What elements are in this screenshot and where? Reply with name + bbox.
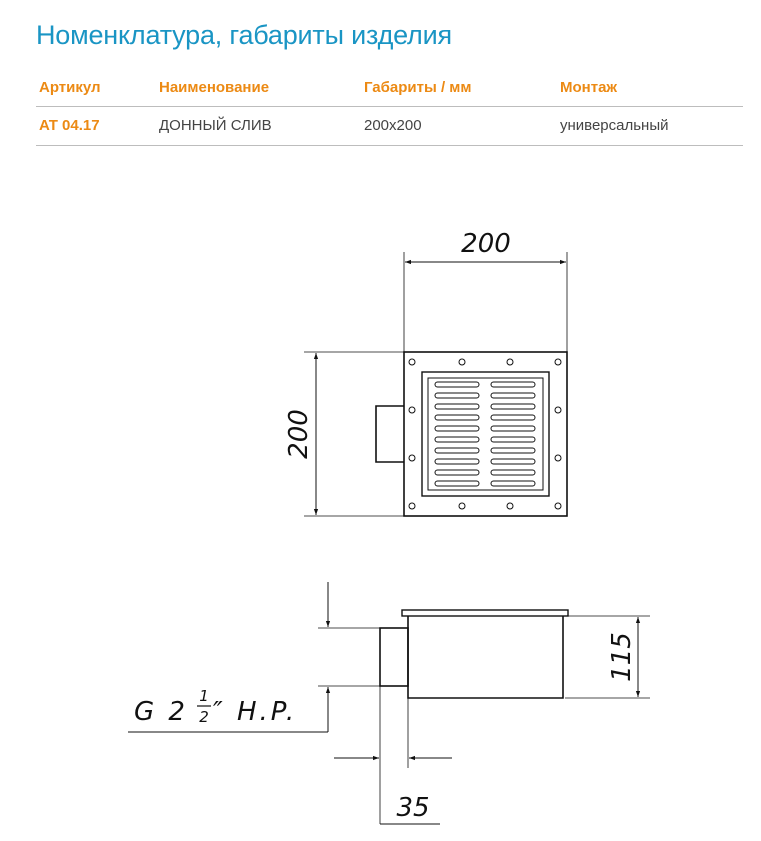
page-title: Номенклатура, габариты изделия [36,20,452,50]
cell-mount: универсальный [557,107,743,146]
drain-body [408,616,563,698]
top-view [304,252,567,516]
header-dims: Габариты / мм [361,74,557,107]
outlet-dimension-label: 35 [396,793,430,823]
grate-slots [435,382,535,486]
thread-fraction-denominator: 2 [199,708,209,726]
header-mount: Монтаж [557,74,743,107]
cell-sku: AT 04.17 [36,107,156,146]
cell-dims: 200x200 [361,107,557,146]
outlet-pipe [376,406,404,462]
header-name: Наименование [156,74,361,107]
grate-outer [422,372,549,496]
thread-type-label: ″ H.P. [213,697,298,727]
cell-name: ДОННЫЙ СЛИВ [156,107,361,146]
header-sku: Артикул [36,74,156,107]
grate-inner [428,378,543,490]
thread-size-label: G 2 [134,697,188,727]
depth-dimension-label: 115 [607,632,637,682]
width-dimension-label: 200 [461,229,511,259]
flange [402,610,568,616]
screw-holes [409,359,561,509]
thread-fraction-numerator: 1 [199,687,209,705]
outlet-pipe-side [380,628,408,686]
height-dimension-label: 200 [284,409,314,459]
